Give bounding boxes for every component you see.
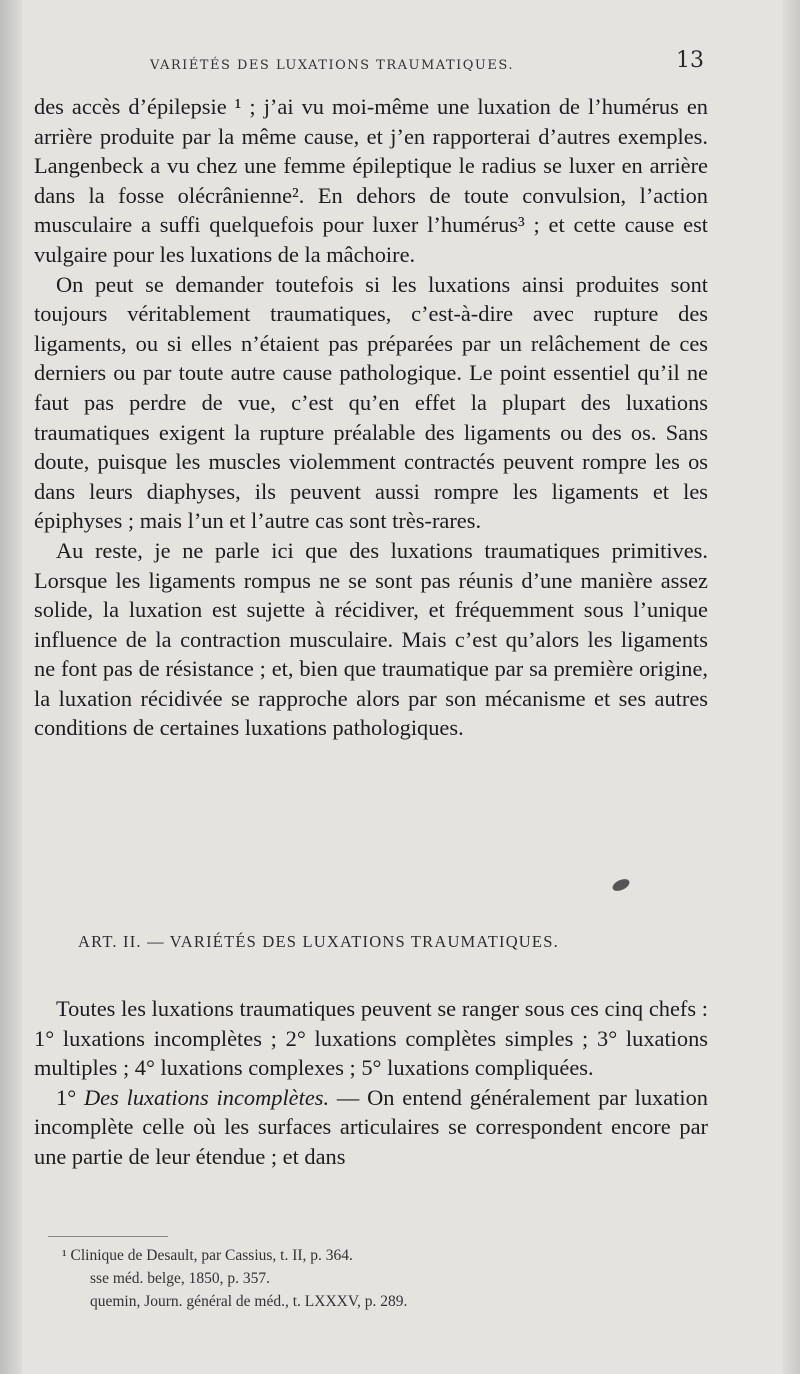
page-number: 13 xyxy=(676,48,704,73)
list-number: 1° xyxy=(56,1084,77,1110)
body-text xyxy=(34,92,708,743)
ink-speck xyxy=(611,877,632,894)
paragraph-epilepsy: des accès d’épilepsie ¹ ; j’ai vu moi-même une luxation de l’humérus en arrière produite par la même cause, et j’en rapporterai d’autres exemples. Langenbeck a vu chez une femme épileptique le radius se luxer en arrière dans la fosse olécrânienne². En dehors de toute convulsion, l’action musculaire a suffi quelquefois pour luxer l’humérus³ ; et cette cause est vulgaire pour les luxations de la mâchoire. xyxy=(34,94,708,267)
paragraph-primitive-luxations: Au reste, je ne parle ici que des luxations traumatiques primitives. Lorsque les ligaments rompus ne se sont pas réunis d’une manière assez solide, la luxation est sujette à récidiver, et fréquemment sous l’unique influence de la contraction musculaire. Mais c’est qu’alors les ligaments ne font pas de résistance ; et, bien que traumatique par sa première origine, la luxation récidivée se rapproche alors par son mécanisme et ses autres conditions de certaines luxations pathologiques. xyxy=(34,537,708,741)
footnotes xyxy=(62,1244,622,1313)
footnote-1: ¹ Clinique de Desault, par Cassius, t. II, p. 364. xyxy=(62,1247,353,1264)
footnote-2: sse méd. belge, 1850, p. 357. xyxy=(90,1270,270,1287)
paragraph-incomplete-luxations xyxy=(34,1083,708,1172)
footnote-divider xyxy=(48,1236,168,1237)
page-left-edge xyxy=(0,0,22,1374)
section-text xyxy=(34,994,708,1172)
section-heading: ART. II. — VARIÉTÉS DES LUXATIONS TRAUMATIQUES. xyxy=(78,932,559,951)
page-right-edge xyxy=(782,0,800,1374)
footnote-3: quemin, Journ. général de méd., t. LXXXV, p. 289. xyxy=(90,1293,408,1310)
subsection-text: — On entend généralement par luxation incomplète celle où les surfaces articulaires se correspondent encore par une partie de leur étendue ; et dans xyxy=(34,1084,708,1169)
paragraph-five-categories: Toutes les luxations traumatiques peuvent se ranger sous ces cinq chefs : 1° luxations incomplètes ; 2° luxations complètes simples ; 3° luxations multiples ; 4° luxations complexes ; 5° luxations compliquées. xyxy=(34,996,708,1081)
subsection-title: Des luxations incomplètes. xyxy=(83,1084,330,1110)
paragraph-ligaments: On peut se demander toutefois si les luxations ainsi produites sont toujours véritablement traumatiques, c’est-à-dire avec rupture des ligaments, ou si elles n’étaient pas préparées par un relâchement de ces derniers ou par toute autre cause pathologique. Le point essentiel qu’il ne faut pas perdre de vue, c’est qu’en effet la plupart des luxations traumatiques exigent la rupture préalable des ligaments ou des os. Sans doute, puisque les muscles violemment contractés peuvent rompre les os dans leurs diaphyses, ils peuvent aussi rompre les ligaments et les épiphyses ; mais l’un et l’autre cas sont très-rares. xyxy=(34,271,708,534)
running-head: VARIÉTÉS DES LUXATIONS TRAUMATIQUES. xyxy=(150,58,514,73)
